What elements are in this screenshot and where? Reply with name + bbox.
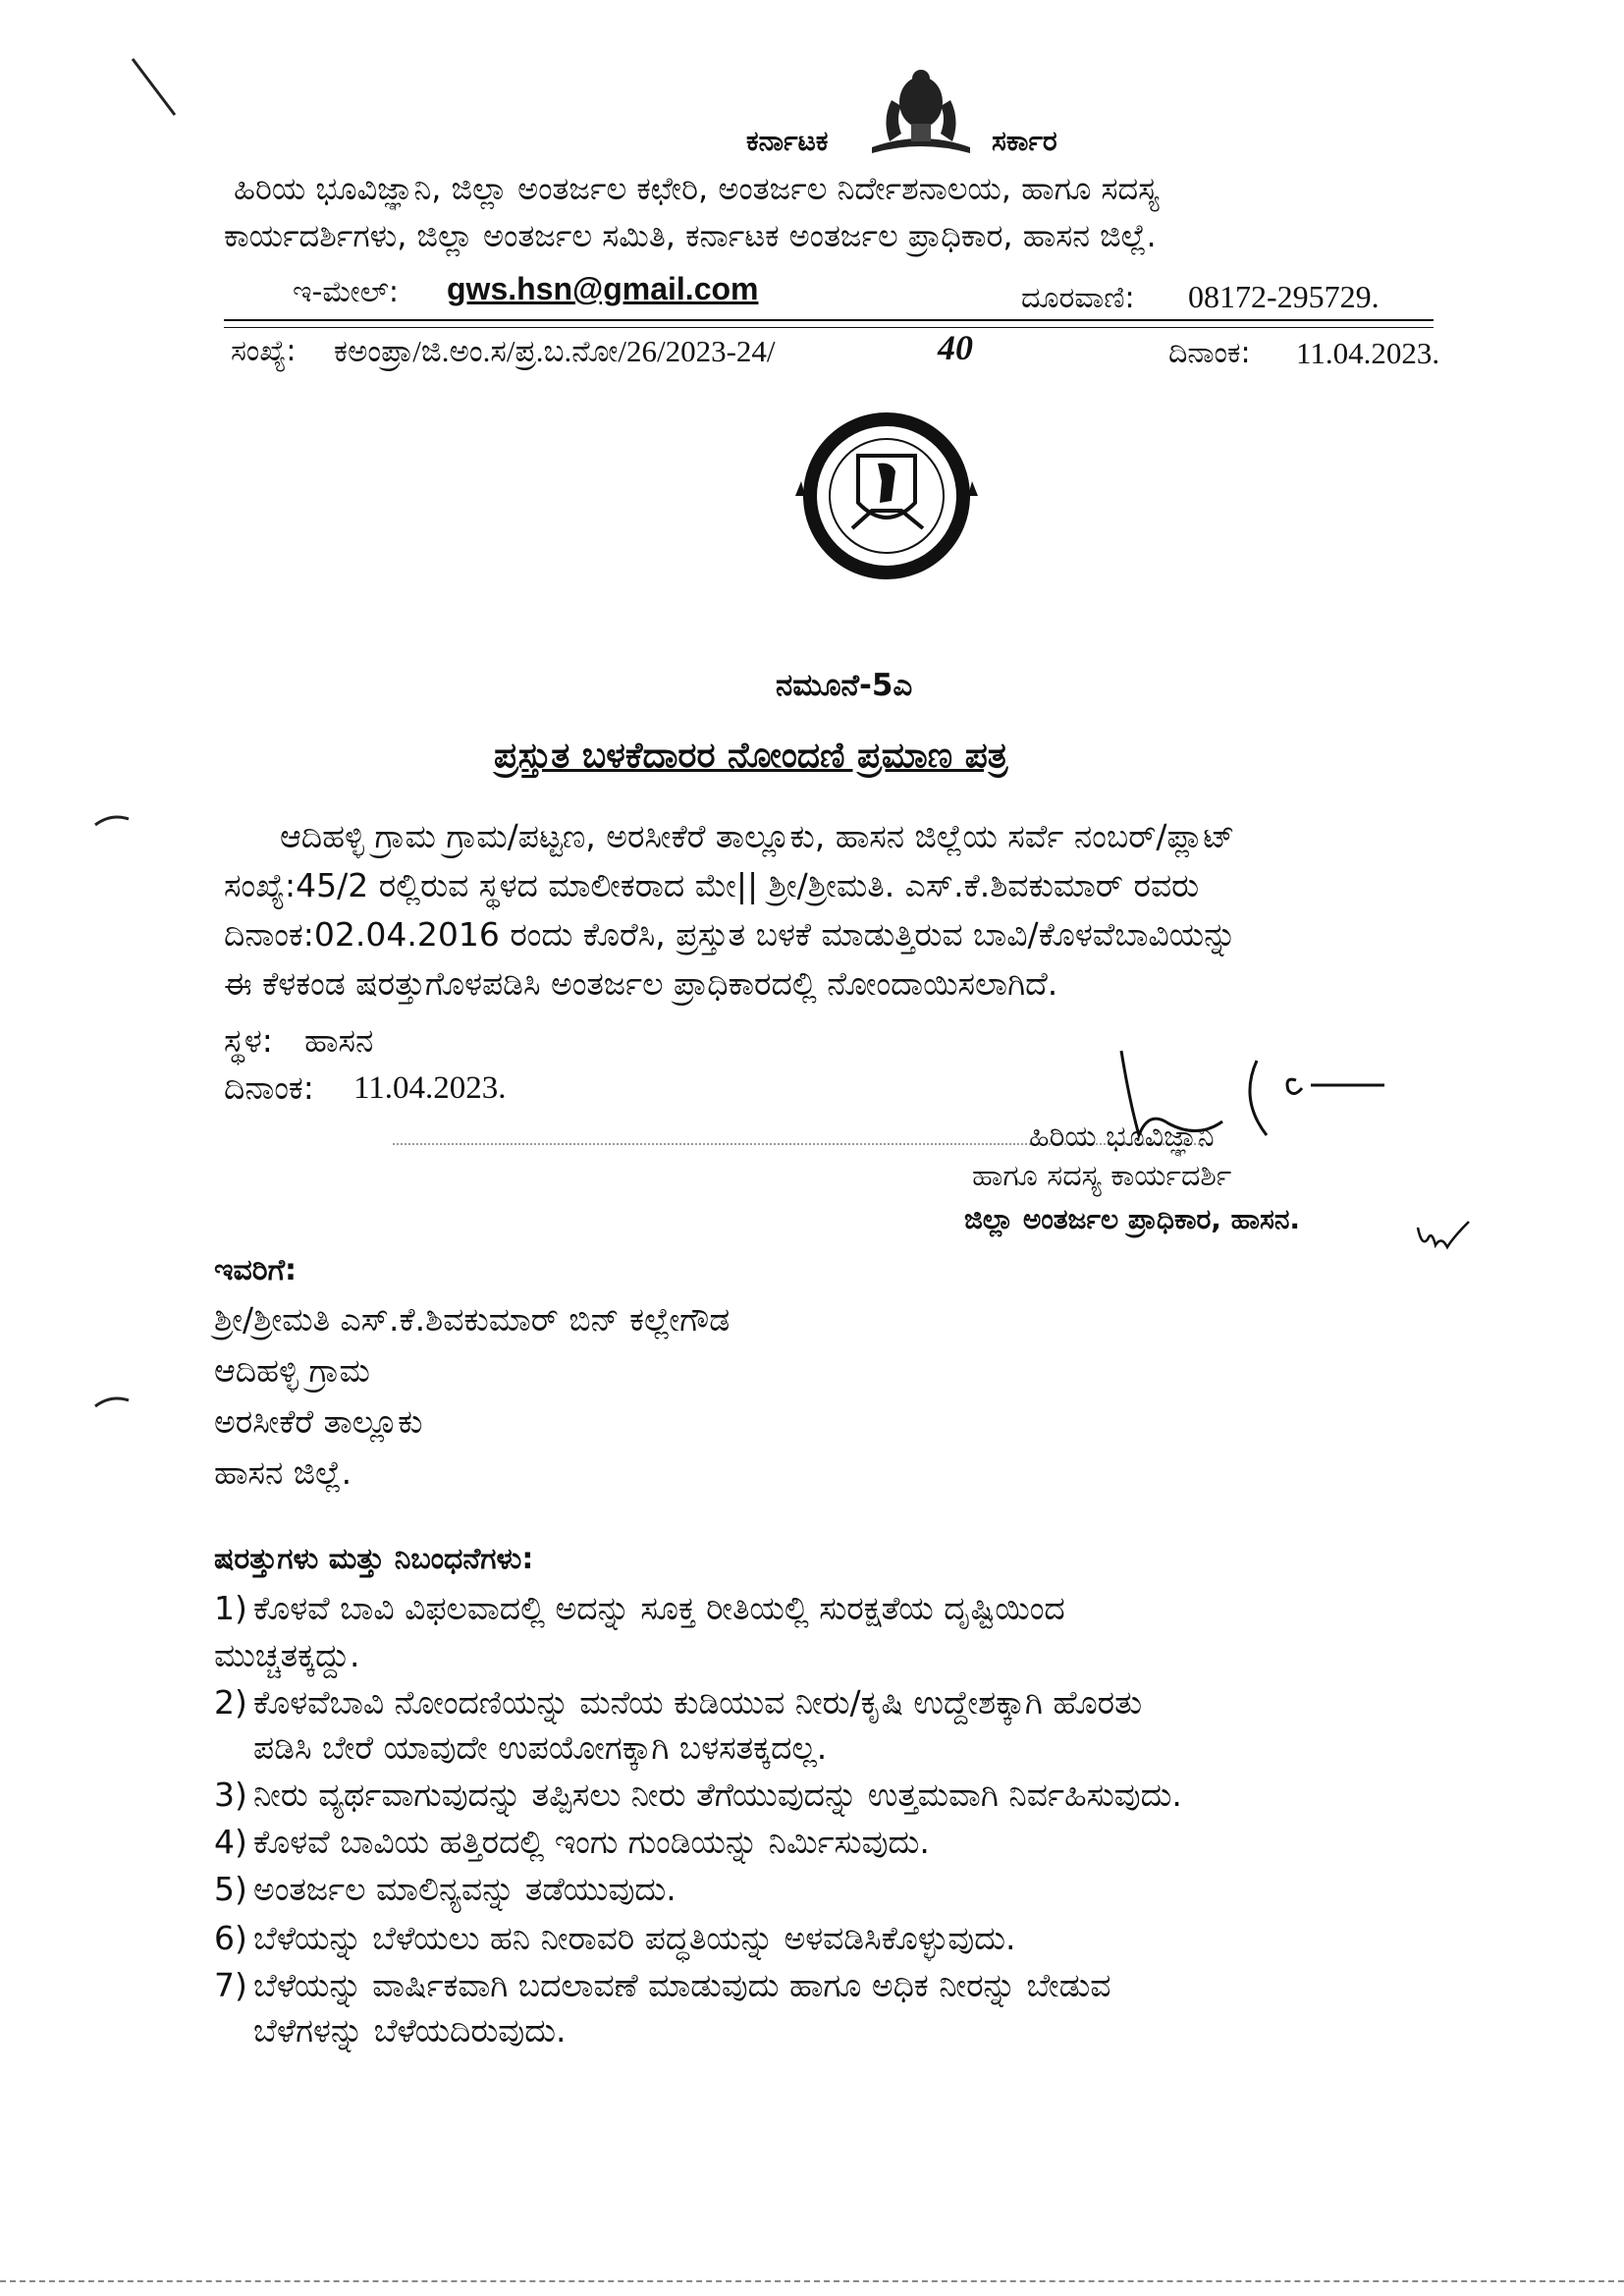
- body-line-2: ಸಂಖ್ಯೆ:45/2 ರಲ್ಲಿರುವ ಸ್ಥಳದ ಮಾಲೀಕರಾದ ಮೇ|| ಶ್ರೀ/ಶ್ರೀಮತಿ. ಎಸ್.ಕೆ.ಶಿವಕುಮಾರ್ ರವರು: [224, 866, 1200, 904]
- state-emblem-icon: [862, 61, 980, 159]
- condition-7-text: ಬೆಳೆಯನ್ನು ವಾರ್ಷಿಕವಾಗಿ ಬದಲಾವಣೆ ಮಾಡುವುದು ಹಾಗೂ ಅಧಿಕ ನೀರನ್ನು ಬೇಡುವ: [253, 1966, 1111, 2004]
- phone-label: ದೂರವಾಣಿ:: [1021, 281, 1135, 315]
- signatory-title-3: ಜಿಲ್ಲಾ ಅಂತರ್ಜಲ ಪ್ರಾಧಿಕಾರ, ಹಾಸನ.: [964, 1203, 1301, 1235]
- state-name-left: ಕರ್ನಾಟಕ: [746, 125, 829, 157]
- body-date-label: ದಿನಾಂಕ:: [224, 1068, 314, 1107]
- place-value: ಹಾಸನ: [304, 1021, 374, 1060]
- office-line-1: ಹಿರಿಯ ಭೂವಿಜ್ಞಾನಿ, ಜಿಲ್ಲಾ ಅಂತರ್ಜಲ ಕಛೇರಿ, ಅಂತರ್ಜಲ ನಿರ್ದೇಶನಾಲಯ, ಹಾಗೂ ಸದಸ್ಯ: [234, 170, 1160, 207]
- condition-4-num: 4): [214, 1823, 247, 1861]
- condition-2-cont: ಪಡಿಸಿ ಬೇರೆ ಯಾವುದೇ ಉಪಯೋಗಕ್ಕಾಗಿ ಬಳಸತಕ್ಕದಲ್ಲ.: [253, 1728, 828, 1767]
- recipient-village: ಆದಿಹಳ್ಳಿ ಗ್ರಾಮ: [214, 1351, 370, 1390]
- condition-5-num: 5): [214, 1870, 247, 1908]
- groundwater-authority-seal-icon: [793, 412, 980, 579]
- recipient-taluk: ಅರಸೀಕೆರೆ ತಾಲ್ಲೂಕು: [214, 1402, 423, 1441]
- recipient-district: ಹಾಸನ ಜಿಲ್ಲೆ.: [214, 1453, 352, 1492]
- punch-mark-icon: [93, 811, 133, 831]
- ref-number: ಕಅಂಪ್ರಾ/ಜಿ.ಅಂ.ಸ/ಪ್ರ.ಬ.ನೋ/26/2023-24/: [334, 334, 776, 368]
- header-date-label: ದಿನಾಂಕ:: [1168, 336, 1251, 370]
- ref-label: ಸಂಖ್ಯೆ:: [231, 334, 297, 368]
- ref-handwritten-number: 40: [938, 328, 973, 367]
- condition-1-num: 1): [214, 1589, 247, 1627]
- body-date: 11.04.2023.: [353, 1070, 507, 1106]
- header-date: 11.04.2023.: [1296, 336, 1440, 370]
- condition-6-num: 6): [214, 1919, 247, 1957]
- form-title: ಪ್ರಸ್ತುತ ಬಳಕೆದಾರರ ನೋಂದಣಿ ಪ್ರಮಾಣ ಪತ್ರ: [494, 736, 1008, 776]
- signature-initial-icon: [1414, 1218, 1473, 1257]
- condition-4-text: ಕೊಳವೆ ಬಾವಿಯ ಹತ್ತಿರದಲ್ಲಿ ಇಂಗು ಗುಂಡಿಯನ್ನು ನಿರ್ಮಿಸುವುದು.: [253, 1823, 930, 1861]
- condition-1-text: ಕೊಳವೆ ಬಾವಿ ವಿಫಲವಾದಲ್ಲಿ ಅದನ್ನು ಸೂಕ್ತ ರೀತಿಯಲ್ಲಿ ಸುರಕ್ಷತೆಯ ದೃಷ್ಟಿಯಿಂದ: [253, 1589, 1065, 1627]
- recipient-name: ಶ್ರೀ/ಶ್ರೀಮತಿ ಎಸ್.ಕೆ.ಶಿವಕುಮಾರ್ ಬಿನ್ ಕಲ್ಲೇಗೌಡ: [214, 1300, 731, 1339]
- signatory-title-1: ಹಿರಿಯ ಭೂವಿಜ್ಞಾನಿ: [1029, 1120, 1215, 1154]
- condition-5-text: ಅಂತರ್ಜಲ ಮಾಲಿನ್ಯವನ್ನು ತಡೆಯುವುದು.: [253, 1870, 677, 1908]
- condition-7-num: 7): [214, 1966, 247, 2004]
- header-rule-top: [224, 319, 1434, 321]
- signatory-title-2: ಹಾಗೂ ಸದಸ್ಯ ಕಾರ್ಯದರ್ಶಿ: [972, 1159, 1232, 1193]
- place-label: ಸ್ಥಳ:: [224, 1021, 273, 1060]
- email-label: ಇ-ಮೇಲ್:: [293, 275, 399, 309]
- email-link[interactable]: gws.hsn@gmail.com: [447, 271, 759, 306]
- state-name-right: ಸರ್ಕಾರ: [992, 125, 1057, 157]
- condition-7-cont: ಬೆಳೆಗಳನ್ನು ಬೆಳೆಯದಿರುವುದು.: [253, 2011, 567, 2050]
- condition-6-text: ಬೆಳೆಯನ್ನು ಬೆಳೆಯಲು ಹನಿ ನೀರಾವರಿ ಪದ್ಧತಿಯನ್ನು ಅಳವಡಿಸಿಕೊಳ್ಳುವುದು.: [253, 1919, 1016, 1957]
- body-line-4: ಈ ಕೆಳಕಂಡ ಷರತ್ತುಗೊಳಪಡಿಸಿ ಅಂತರ್ಜಲ ಪ್ರಾಧಿಕಾರದಲ್ಲಿ ನೋಂದಾಯಿಸಲಾಗಿದೆ.: [224, 964, 1058, 1003]
- punch-mark-icon: [93, 1393, 133, 1412]
- conditions-heading: ಷರತ್ತುಗಳು ಮತ್ತು ನಿಬಂಧನೆಗಳು:: [214, 1542, 534, 1576]
- condition-2-text: ಕೊಳವೆಬಾವಿ ನೋಂದಣಿಯನ್ನು ಮನೆಯ ಕುಡಿಯುವ ನೀರು/ಕೃಷಿ ಉದ್ದೇಶಕ್ಕಾಗಿ ಹೊರತು: [253, 1683, 1143, 1722]
- condition-3-num: 3): [214, 1776, 247, 1814]
- header-rule-bottom: [224, 327, 1434, 328]
- body-line-3: ದಿನಾಂಕ:02.04.2016 ರಂದು ಕೊರೆಸಿ, ಪ್ರಸ್ತುತ ಬಳಕೆ ಮಾಡುತ್ತಿರುವ ಬಾವಿ/ಕೊಳವೆಬಾವಿಯನ್ನು: [224, 915, 1237, 954]
- corner-mark-icon: [128, 54, 187, 123]
- condition-3-text: ನೀರು ವ್ಯರ್ಥವಾಗುವುದನ್ನು ತಪ್ಪಿಸಲು ನೀರು ತೆಗೆಯುವುದನ್ನು ಉತ್ತಮವಾಗಿ ನಿರ್ವಹಿಸುವುದು.: [253, 1776, 1182, 1814]
- recipient-label: ಇವರಿಗೆ:: [214, 1253, 298, 1287]
- scan-bottom-edge: [0, 2280, 1624, 2282]
- form-number: ನಮೂನೆ-5ಎ: [776, 668, 913, 703]
- condition-2-num: 2): [214, 1683, 247, 1722]
- condition-1-cont: ಮುಚ್ಚತಕ್ಕದ್ದು.: [214, 1636, 360, 1674]
- body-line-1: ಆದಿಹಳ್ಳಿ ಗ್ರಾಮ ಗ್ರಾಮ/ಪಟ್ಟಣ, ಅರಸೀಕೆರೆ ತಾಲ್ಲೂಕು, ಹಾಸನ ಜಿಲ್ಲೆಯ ಸರ್ವೆ ನಂಬರ್/ಪ್ಲಾಟ್: [280, 817, 1235, 855]
- office-line-2: ಕಾರ್ಯದರ್ಶಿಗಳು, ಜಿಲ್ಲಾ ಅಂತರ್ಜಲ ಸಮಿತಿ, ಕರ್ನಾಟಕ ಅಂತರ್ಜಲ ಪ್ರಾಧಿಕಾರ, ಹಾಸನ ಜಿಲ್ಲೆ.: [224, 217, 1157, 254]
- phone-number: 08172-295729.: [1188, 279, 1380, 314]
